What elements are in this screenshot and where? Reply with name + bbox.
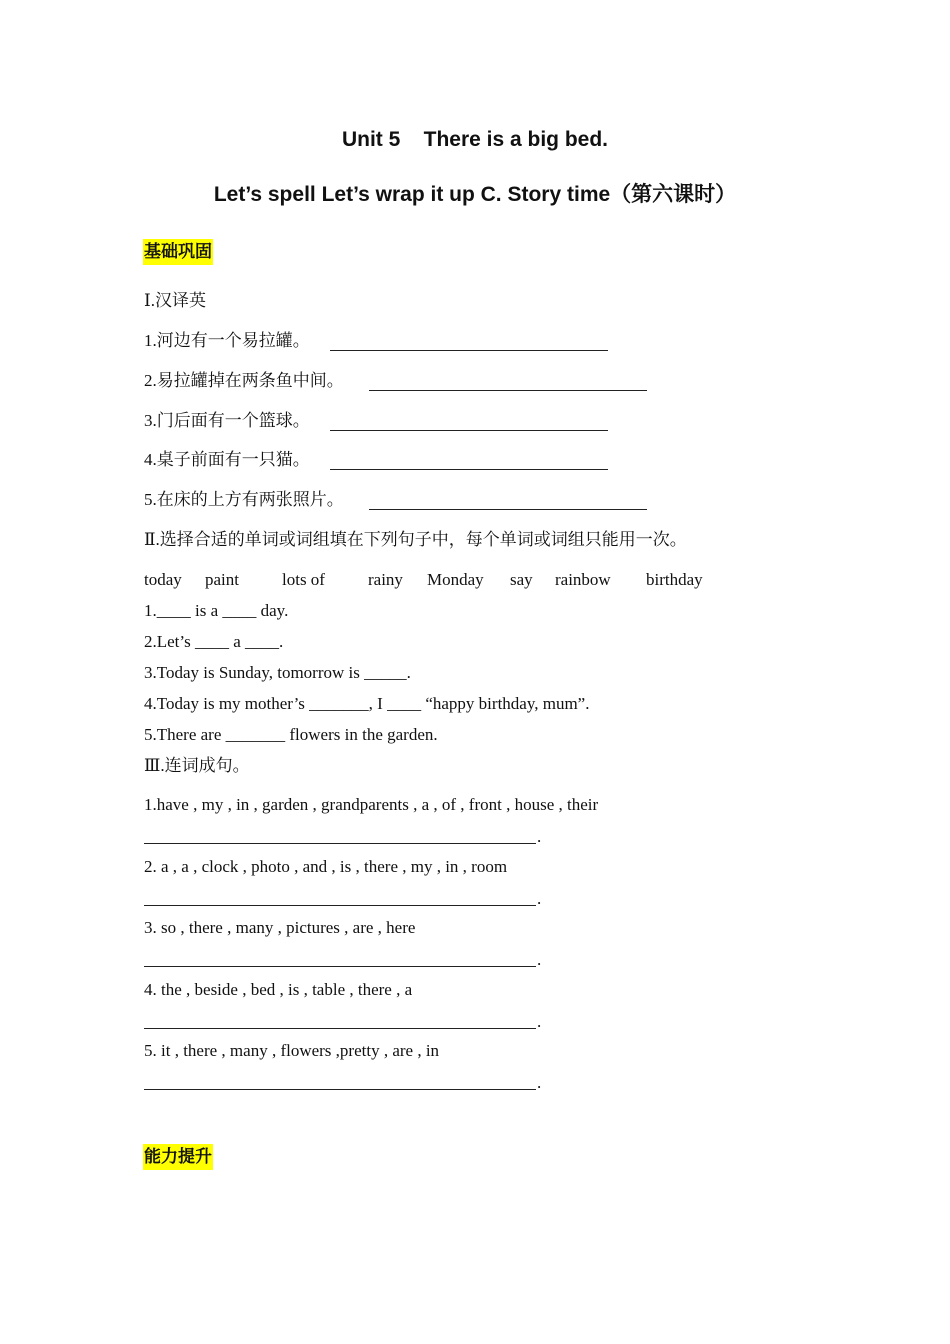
part1-item-2: 2.易拉罐掉在两条鱼中间。 bbox=[144, 371, 344, 390]
part2-item-3: 3.Today is Sunday, tomorrow is _____. bbox=[144, 663, 411, 682]
part1-heading: Ⅰ.汉译英 bbox=[144, 291, 206, 310]
part2-item-5: 5.There are _______ flowers in the garden. bbox=[144, 725, 438, 744]
part3-item-2: 2. a , a , clock , photo , and , is , there , my , in , room bbox=[144, 857, 508, 876]
answer-line-3-3[interactable] bbox=[144, 966, 536, 967]
answer-line-3-2[interactable] bbox=[144, 905, 536, 906]
part1-item-3: 3.门后面有一个篮球。 bbox=[144, 411, 310, 430]
period: . bbox=[537, 1012, 542, 1031]
answer-line-3-1[interactable] bbox=[144, 843, 536, 844]
part3-item-3: 3. so , there , many , pictures , are , here bbox=[144, 918, 416, 937]
word-bank-item: Monday bbox=[427, 570, 484, 589]
period: . bbox=[537, 1073, 542, 1092]
answer-line-1-1[interactable] bbox=[330, 350, 608, 351]
answer-line-3-5[interactable] bbox=[144, 1089, 536, 1090]
answer-line-1-5[interactable] bbox=[369, 509, 647, 510]
section-advanced-heading: 能力提升 bbox=[143, 1144, 213, 1170]
part3-item-5: 5. it , there , many , flowers ,pretty , are , in bbox=[144, 1041, 440, 1060]
answer-line-1-3[interactable] bbox=[330, 430, 608, 431]
word-bank-item: paint bbox=[205, 570, 239, 589]
period: . bbox=[537, 827, 542, 846]
period: . bbox=[537, 950, 542, 969]
page-subtitle: Let’s spell Let’s wrap it up C. Story time（第六课时） bbox=[213, 183, 737, 206]
part2-item-1: 1.____ is a ____ day. bbox=[144, 601, 289, 620]
page-title: Unit 5 There is a big bed. bbox=[341, 128, 609, 151]
part3-item-4: 4. the , beside , bed , is , table , there , a bbox=[144, 980, 413, 999]
part2-item-4: 4.Today is my mother’s _______, I ____ “happy birthday, mum”. bbox=[144, 694, 590, 713]
period: . bbox=[537, 889, 542, 908]
word-bank-item: lots of bbox=[282, 570, 325, 589]
part2-heading: Ⅱ.选择合适的单词或词组填在下列句子中，每个单词或词组只能用一次。 bbox=[144, 530, 687, 549]
part3-heading: Ⅲ.连词成句。 bbox=[144, 756, 250, 775]
answer-line-1-4[interactable] bbox=[330, 469, 608, 470]
word-bank-item: rainy bbox=[368, 570, 403, 589]
word-bank-item: say bbox=[510, 570, 533, 589]
word-bank-item: rainbow bbox=[555, 570, 611, 589]
part3-item-1: 1.have , my , in , garden , grandparents , a , of , front , house , their bbox=[144, 795, 599, 814]
answer-line-3-4[interactable] bbox=[144, 1028, 536, 1029]
part1-item-1: 1.河边有一个易拉罐。 bbox=[144, 331, 310, 350]
part2-item-2: 2.Let’s ____ a ____. bbox=[144, 632, 284, 651]
section-basic-heading: 基础巩固 bbox=[143, 239, 213, 265]
word-bank-item: today bbox=[144, 570, 182, 589]
answer-line-1-2[interactable] bbox=[369, 390, 647, 391]
part1-item-4: 4.桌子前面有一只猫。 bbox=[144, 450, 310, 469]
word-bank-item: birthday bbox=[646, 570, 703, 589]
part1-item-5: 5.在床的上方有两张照片。 bbox=[144, 490, 344, 509]
